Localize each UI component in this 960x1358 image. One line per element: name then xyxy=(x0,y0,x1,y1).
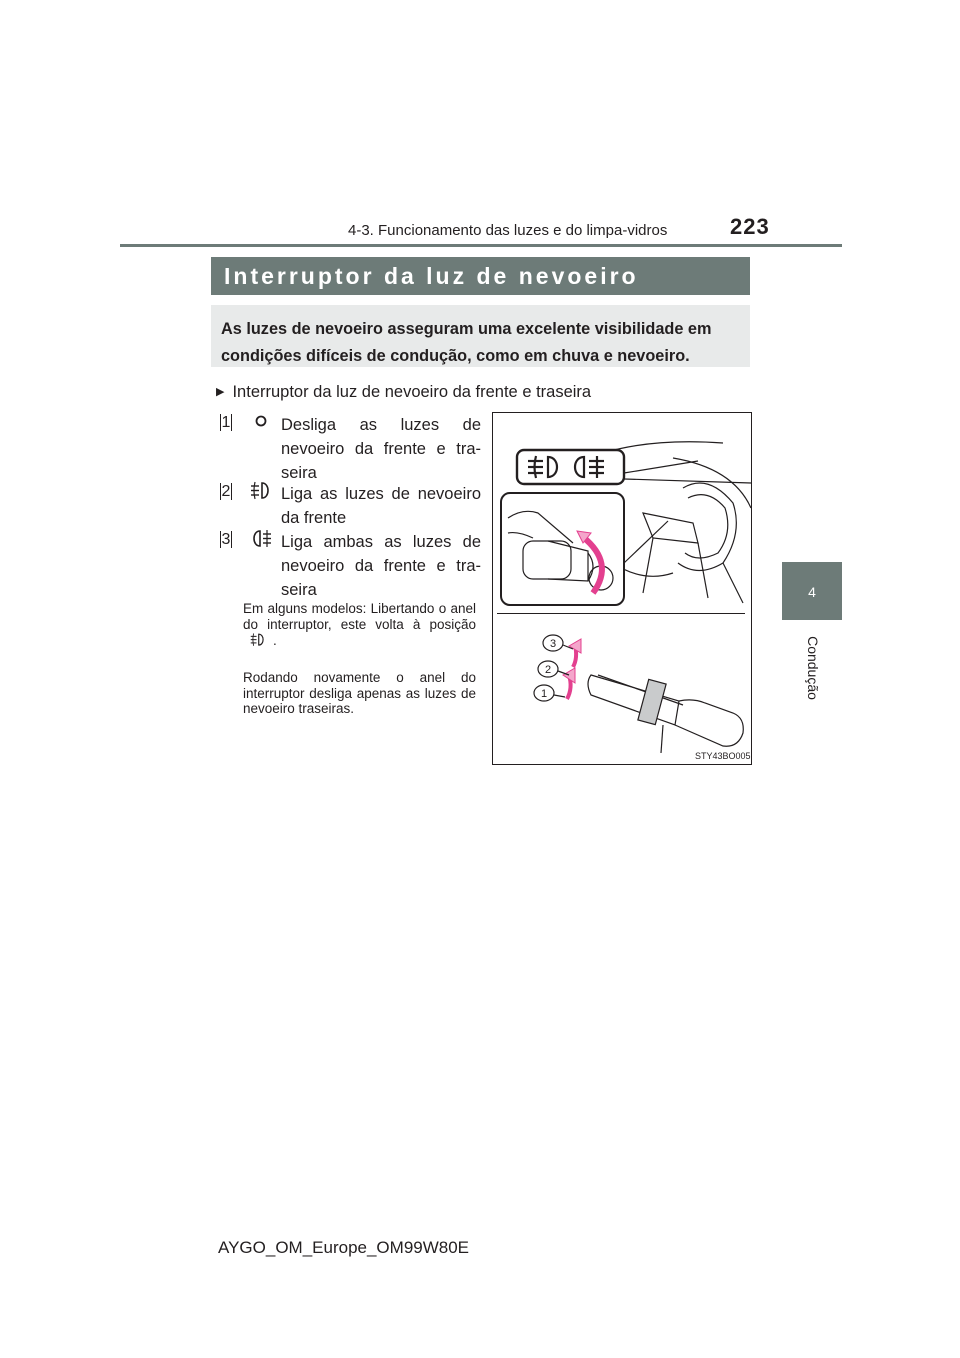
note-rotate: Rodando novamente o anel do interruptor desliga apenas as luzes de nevoeiro traseiras. xyxy=(243,670,476,716)
page-number: 223 xyxy=(730,214,770,239)
callout-3: 3 xyxy=(549,638,557,650)
note-release-text: Em alguns modelos: Libertando o anel do interruptor, este volta à posição xyxy=(243,601,476,632)
chapter-tab-label: Condução xyxy=(805,636,821,700)
triangle-bullet-icon: ▶ xyxy=(216,386,225,398)
footer-document-id: AYGO_OM_Europe_OM99W80E xyxy=(218,1238,470,1257)
item-number: 2 xyxy=(221,483,231,500)
subsection-heading xyxy=(216,383,591,402)
item-number: 1 xyxy=(221,414,231,431)
chapter-tab-number: 4 xyxy=(808,584,816,600)
front-fog-light-icon xyxy=(248,480,274,502)
section-title: Interruptor da luz de nevoeiro xyxy=(224,263,639,289)
item-text: Liga as luzes de nevoeiro da frente xyxy=(281,485,481,527)
header-divider xyxy=(120,244,842,247)
subsection-title: Interruptor da luz de nevoeiro da frente e traseira xyxy=(232,383,592,401)
intro-text: As luzes de nevoeiro asseguram uma excelente visibilidade em condições difíceis de condução, como em chuva e nevoeiro. xyxy=(221,320,712,365)
off-circle-icon xyxy=(248,411,274,433)
item-text: Desliga as luzes de nevoeiro da frente e tra-seira xyxy=(281,416,481,482)
callout-1: 1 xyxy=(540,688,548,700)
header-section-title: 4-3. Funcionamento das luzes e do limpa-vidros xyxy=(348,222,668,239)
figure-divider xyxy=(497,613,745,614)
note-release-end: . xyxy=(273,633,277,648)
item-number: 3 xyxy=(221,531,231,548)
figure-code: STY43BO005 xyxy=(695,751,751,761)
item-text: Liga ambas as luzes de nevoeiro da frente e tra-seira xyxy=(281,533,481,599)
note-release xyxy=(243,601,476,649)
fog-switch-diagram xyxy=(493,413,751,764)
callout-2: 2 xyxy=(544,664,552,676)
fog-switch-illustration xyxy=(492,412,752,765)
rear-fog-light-icon xyxy=(248,528,274,550)
section-title-bar xyxy=(211,257,750,295)
front-fog-light-icon xyxy=(247,632,269,648)
intro-box xyxy=(211,305,750,367)
